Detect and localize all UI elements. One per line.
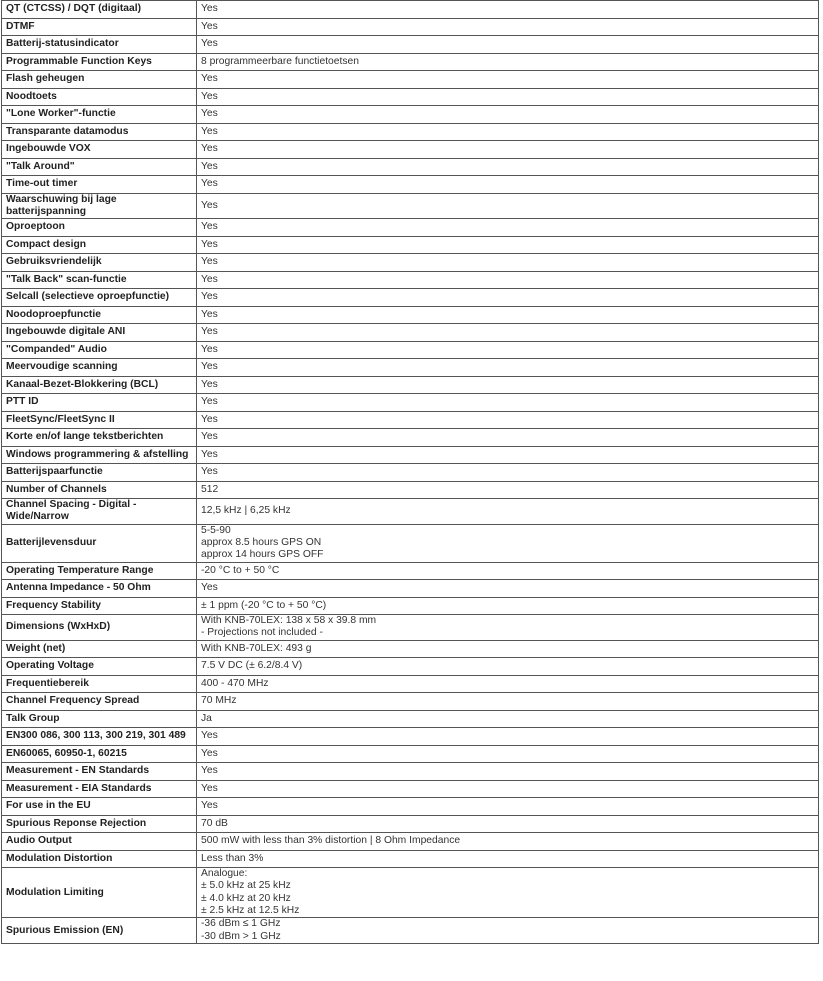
spec-label: Audio Output (2, 833, 197, 851)
spec-label: Antenna Impedance - 50 Ohm (2, 580, 197, 598)
spec-value-line: 512 (201, 483, 219, 495)
spec-label: Modulation Limiting (2, 868, 197, 918)
table-row (2, 481, 819, 499)
spec-label: DTMF (2, 18, 197, 36)
spec-value (197, 219, 819, 237)
table-row (2, 176, 819, 194)
spec-label: Time-out timer (2, 176, 197, 194)
spec-label: PTT ID (2, 394, 197, 412)
table-row (2, 254, 819, 272)
table-row (2, 446, 819, 464)
spec-value-line: Yes (201, 800, 218, 812)
spec-label: "Talk Around" (2, 158, 197, 176)
spec-value (197, 106, 819, 124)
spec-label: Noodoproepfunctie (2, 306, 197, 324)
spec-value (197, 141, 819, 159)
table-row (2, 728, 819, 746)
table-row (2, 141, 819, 159)
spec-value-line: Yes (201, 730, 218, 742)
table-row (2, 18, 819, 36)
spec-value (197, 289, 819, 307)
table-row (2, 88, 819, 106)
spec-value-line: Yes (201, 396, 218, 408)
table-row (2, 123, 819, 141)
table-row (2, 658, 819, 676)
table-row (2, 693, 819, 711)
spec-value-line: 8 programmeerbare functietoetsen (201, 55, 359, 67)
spec-table-body (2, 1, 819, 944)
table-row (2, 289, 819, 307)
table-row (2, 306, 819, 324)
spec-label: Waarschuwing bij lage batterijspanning (2, 193, 197, 219)
spec-value (197, 71, 819, 89)
spec-label: QT (CTCSS) / DQT (digitaal) (2, 1, 197, 19)
spec-value (197, 254, 819, 272)
spec-label: Spurious Emission (EN) (2, 918, 197, 944)
spec-value-line: -36 dBm ≤ 1 GHz (201, 918, 281, 930)
spec-label: Kanaal-Bezet-Blokkering (BCL) (2, 376, 197, 394)
spec-value (197, 798, 819, 816)
spec-value (197, 615, 819, 641)
spec-value-line: Yes (201, 326, 218, 338)
spec-label: For use in the EU (2, 798, 197, 816)
spec-value-line: -20 °C to + 50 °C (201, 564, 280, 576)
spec-label: Talk Group (2, 710, 197, 728)
spec-value-line: Ja (201, 712, 212, 724)
spec-label: Dimensions (WxHxD) (2, 615, 197, 641)
spec-label: Operating Voltage (2, 658, 197, 676)
spec-label: Number of Channels (2, 481, 197, 499)
table-row (2, 763, 819, 781)
spec-value (197, 499, 819, 525)
spec-value (197, 18, 819, 36)
table-row (2, 675, 819, 693)
spec-value (197, 850, 819, 868)
table-row (2, 710, 819, 728)
spec-value-line: Yes (201, 38, 218, 50)
spec-label: Programmable Function Keys (2, 53, 197, 71)
spec-label: Batterijspaarfunctie (2, 464, 197, 482)
spec-value (197, 376, 819, 394)
spec-value (197, 868, 819, 918)
table-row (2, 780, 819, 798)
spec-value (197, 193, 819, 219)
table-row (2, 36, 819, 54)
spec-label: Gebruiksvriendelijk (2, 254, 197, 272)
spec-label: Frequentiebereik (2, 675, 197, 693)
spec-value-line: Yes (201, 782, 218, 794)
spec-value-line: 12,5 kHz | 6,25 kHz (201, 505, 291, 517)
spec-value-line: Yes (201, 3, 218, 15)
table-row (2, 429, 819, 447)
table-row (2, 815, 819, 833)
spec-value (197, 236, 819, 254)
table-row (2, 106, 819, 124)
table-row (2, 376, 819, 394)
spec-label: Measurement - EN Standards (2, 763, 197, 781)
spec-value-line: Analogue: (201, 868, 248, 880)
spec-label: Measurement - EIA Standards (2, 780, 197, 798)
spec-value-line: 400 - 470 MHz (201, 677, 269, 689)
spec-value (197, 306, 819, 324)
spec-value-line: Yes (201, 73, 218, 85)
spec-value (197, 745, 819, 763)
spec-value-line: Yes (201, 747, 218, 759)
spec-value-line: Yes (201, 20, 218, 32)
table-row (2, 219, 819, 237)
spec-value-line: Yes (201, 378, 218, 390)
spec-value (197, 833, 819, 851)
spec-label: Frequency Stability (2, 597, 197, 615)
spec-value-line: Yes (201, 238, 218, 250)
spec-value (197, 780, 819, 798)
spec-label: FleetSync/FleetSync II (2, 411, 197, 429)
spec-value-line: Less than 3% (201, 852, 264, 864)
spec-value-line: With KNB-70LEX: 493 g (201, 642, 312, 654)
spec-label: "Lone Worker"-functie (2, 106, 197, 124)
spec-value (197, 271, 819, 289)
table-row (2, 580, 819, 598)
spec-value-line: Yes (201, 413, 218, 425)
table-row (2, 341, 819, 359)
spec-label: "Talk Back" scan-functie (2, 271, 197, 289)
spec-value (197, 693, 819, 711)
table-row (2, 464, 819, 482)
spec-value-line: Yes (201, 199, 218, 211)
spec-label: EN300 086, 300 113, 300 219, 301 489 (2, 728, 197, 746)
spec-value-line: Yes (201, 221, 218, 233)
spec-label: Selcall (selectieve oproepfunctie) (2, 289, 197, 307)
spec-value (197, 359, 819, 377)
table-row (2, 524, 819, 562)
spec-value-line: Yes (201, 765, 218, 777)
spec-label: Batterij-statusindicator (2, 36, 197, 54)
table-row (2, 193, 819, 219)
spec-value-line: 7.5 V DC (± 6.2/8.4 V) (201, 660, 303, 672)
spec-label: Windows programmering & afstelling (2, 446, 197, 464)
spec-label: Channel Frequency Spread (2, 693, 197, 711)
spec-value (197, 580, 819, 598)
spec-value (197, 394, 819, 412)
spec-value-line: Yes (201, 178, 218, 190)
spec-value (197, 123, 819, 141)
spec-value-line: Yes (201, 291, 218, 303)
spec-value (197, 658, 819, 676)
table-row (2, 394, 819, 412)
spec-value-line: Yes (201, 160, 218, 172)
table-row (2, 1, 819, 19)
spec-value-line: With KNB-70LEX: 138 x 58 x 39.8 mm (201, 615, 377, 627)
table-row (2, 53, 819, 71)
table-row (2, 71, 819, 89)
spec-label: Noodtoets (2, 88, 197, 106)
spec-value-line: 5-5-90 (201, 524, 231, 536)
spec-value (197, 1, 819, 19)
table-row (2, 918, 819, 944)
spec-value (197, 36, 819, 54)
spec-value-line: Yes (201, 143, 218, 155)
table-row (2, 158, 819, 176)
spec-label: Transparante datamodus (2, 123, 197, 141)
table-row (2, 850, 819, 868)
spec-value-line: Yes (201, 466, 218, 478)
table-row (2, 271, 819, 289)
spec-table (1, 0, 819, 944)
table-row (2, 236, 819, 254)
table-row (2, 597, 819, 615)
spec-value (197, 728, 819, 746)
spec-value (197, 341, 819, 359)
spec-value (197, 562, 819, 580)
spec-value (197, 446, 819, 464)
spec-value (197, 918, 819, 944)
spec-label: Oproeptoon (2, 219, 197, 237)
table-row (2, 833, 819, 851)
spec-value (197, 176, 819, 194)
spec-value-line: 500 mW with less than 3% distortion | 8 Ohm Impedance (201, 835, 461, 847)
spec-value-line: approx 8.5 hours GPS ON (201, 536, 322, 548)
spec-value (197, 88, 819, 106)
table-row (2, 745, 819, 763)
spec-label: Operating Temperature Range (2, 562, 197, 580)
spec-value (197, 411, 819, 429)
spec-value-line: approx 14 hours GPS OFF (201, 549, 324, 561)
spec-value-line: ± 1 ppm (-20 °C to + 50 °C) (201, 599, 327, 611)
spec-value (197, 464, 819, 482)
spec-label: Channel Spacing - Digital - Wide/Narrow (2, 499, 197, 525)
spec-label: Spurious Reponse Rejection (2, 815, 197, 833)
spec-value-line: Yes (201, 90, 218, 102)
table-row (2, 798, 819, 816)
spec-value (197, 481, 819, 499)
spec-value-line: ± 4.0 kHz at 20 kHz (201, 892, 291, 904)
spec-value-line: Yes (201, 273, 218, 285)
spec-value-line: ± 5.0 kHz at 25 kHz (201, 880, 291, 892)
spec-value (197, 429, 819, 447)
table-row (2, 411, 819, 429)
spec-value-line: Yes (201, 308, 218, 320)
spec-value-line: Yes (201, 343, 218, 355)
spec-label: Compact design (2, 236, 197, 254)
spec-value-line: ± 2.5 kHz at 12.5 kHz (201, 905, 300, 917)
spec-value-line: Yes (201, 125, 218, 137)
spec-value-line: Yes (201, 108, 218, 120)
table-row (2, 359, 819, 377)
spec-label: EN60065, 60950-1, 60215 (2, 745, 197, 763)
spec-label: Weight (net) (2, 640, 197, 658)
spec-value (197, 524, 819, 562)
spec-value-line: Yes (201, 448, 218, 460)
spec-value-line: Yes (201, 582, 218, 594)
spec-value (197, 640, 819, 658)
table-row (2, 640, 819, 658)
spec-value-line: 70 MHz (201, 695, 237, 707)
table-row (2, 499, 819, 525)
spec-value-line: 70 dB (201, 817, 228, 829)
spec-value (197, 710, 819, 728)
spec-value (197, 763, 819, 781)
spec-label: Ingebouwde digitale ANI (2, 324, 197, 342)
spec-value-line: - Projections not included - (201, 627, 323, 639)
table-row (2, 615, 819, 641)
spec-label: Korte en/of lange tekstberichten (2, 429, 197, 447)
spec-label: Flash geheugen (2, 71, 197, 89)
spec-value (197, 597, 819, 615)
spec-label: Meervoudige scanning (2, 359, 197, 377)
spec-label: Batterijlevensduur (2, 524, 197, 562)
spec-value (197, 158, 819, 176)
spec-label: "Companded" Audio (2, 341, 197, 359)
table-row (2, 868, 819, 918)
spec-value-line: Yes (201, 256, 218, 268)
table-row (2, 324, 819, 342)
spec-value-line: -30 dBm > 1 GHz (201, 930, 281, 942)
spec-value-line: Yes (201, 361, 218, 373)
spec-label: Modulation Distortion (2, 850, 197, 868)
spec-value-line: Yes (201, 431, 218, 443)
spec-value (197, 53, 819, 71)
spec-value (197, 675, 819, 693)
spec-value (197, 815, 819, 833)
table-row (2, 562, 819, 580)
spec-label: Ingebouwde VOX (2, 141, 197, 159)
spec-value (197, 324, 819, 342)
